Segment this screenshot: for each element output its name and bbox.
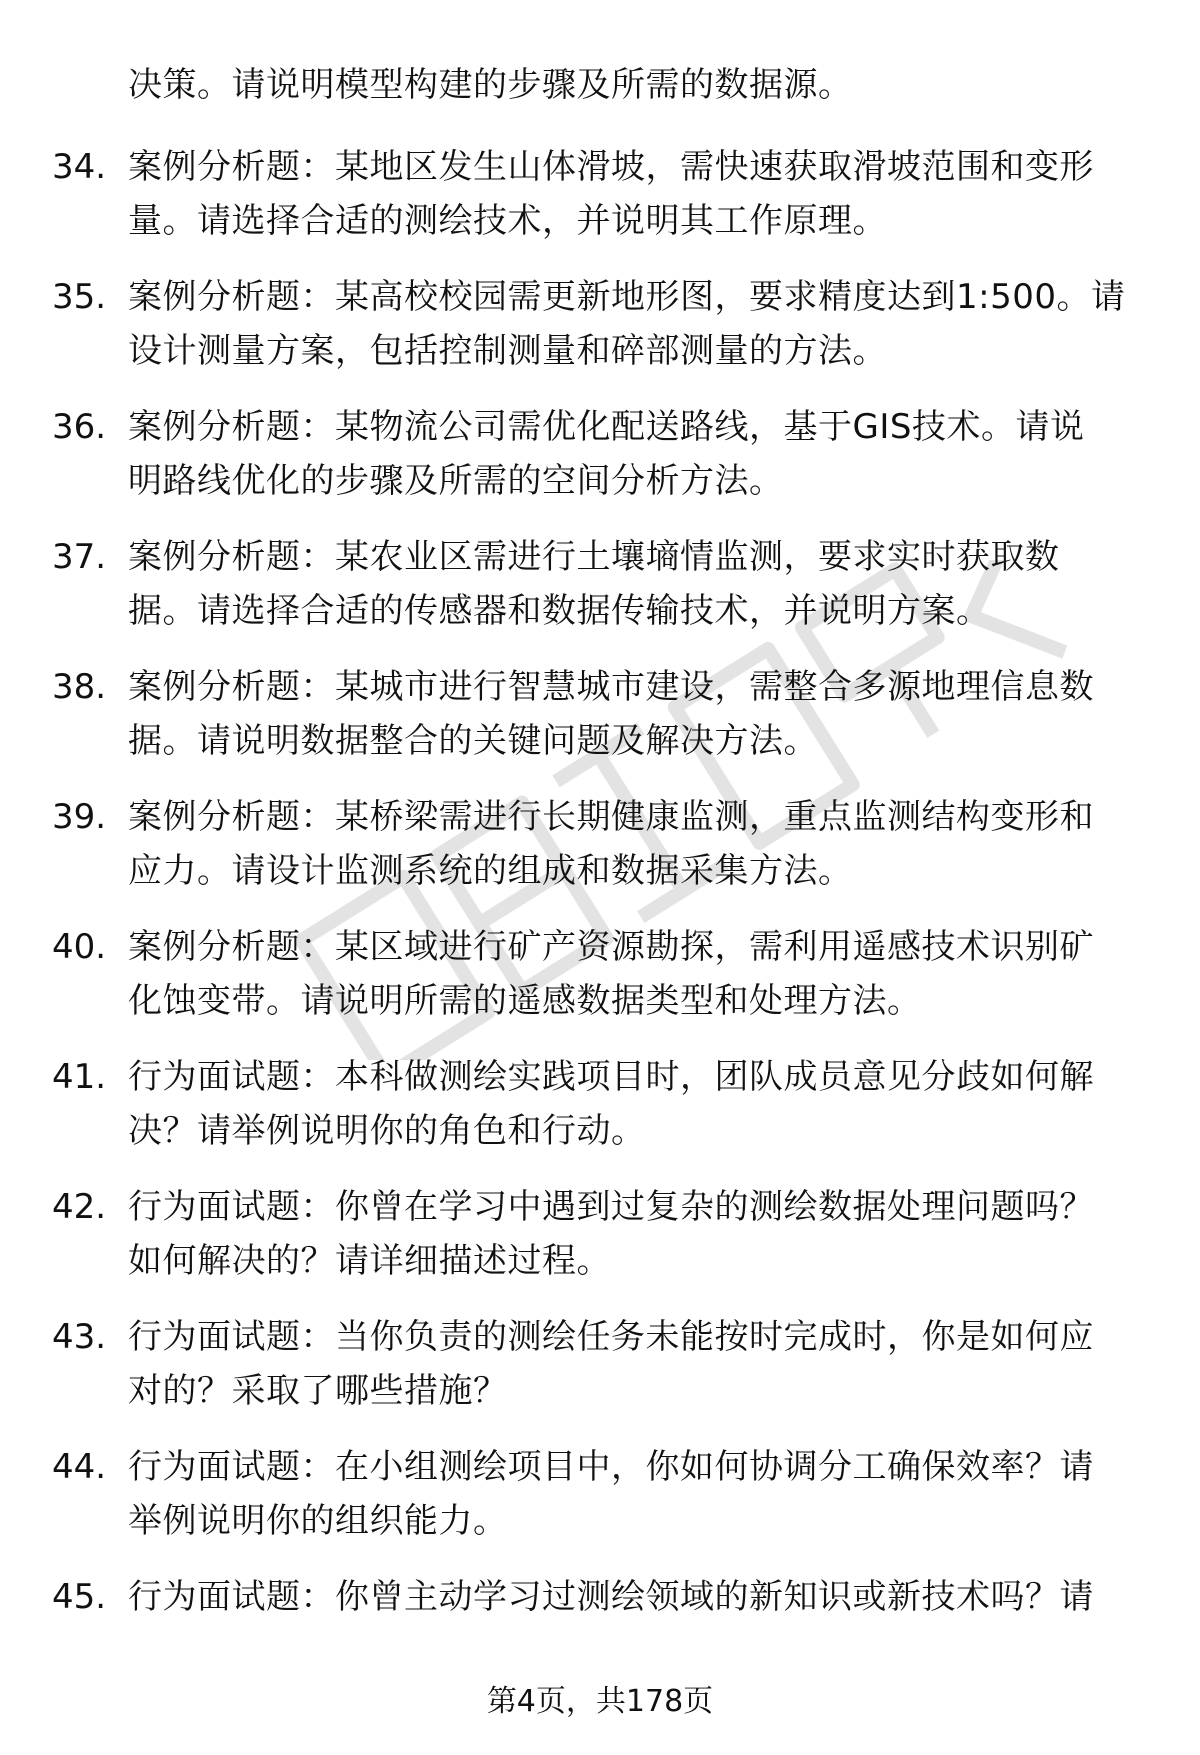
question-line: 应力。请设计监测系统的组成和数据采集方法。 (128, 851, 853, 891)
question-line: 量。请选择合适的测绘技术，并说明其工作原理。 (128, 201, 887, 241)
question-text (128, 790, 1168, 898)
question-text (128, 1310, 1168, 1418)
question-text (128, 1050, 1168, 1158)
question-number: 42. (52, 1187, 107, 1227)
question-line: 行为面试题：你曾在学习中遇到过复杂的测绘数据处理问题吗？ (128, 1187, 1094, 1227)
question-text (128, 1440, 1168, 1548)
question-number: 36. (52, 407, 107, 447)
question-text (128, 400, 1168, 508)
question-number: 40. (52, 927, 107, 967)
question-number: 44. (52, 1447, 107, 1487)
question-number: 37. (52, 537, 107, 577)
question-line: 化蚀变带。请说明所需的遥感数据类型和处理方法。 (128, 981, 922, 1021)
question-number: 43. (52, 1317, 107, 1357)
continuation-text: 决策。请说明模型构建的步骤及所需的数据源。 (128, 65, 853, 105)
question-line: 行为面试题：当你负责的测绘任务未能按时完成时，你是如何应 (128, 1317, 1094, 1357)
question-list (0, 140, 1200, 1700)
question-number: 45. (52, 1577, 107, 1617)
question-number: 34. (52, 147, 107, 187)
question-number: 38. (52, 667, 107, 707)
question-line: 案例分析题：某农业区需进行土壤墒情监测，要求实时获取数 (128, 537, 1060, 577)
question-line: 据。请选择合适的传感器和数据传输技术，并说明方案。 (128, 591, 991, 631)
question-line: 设计测量方案，包括控制测量和碎部测量的方法。 (128, 331, 887, 371)
question-number: 35. (52, 277, 107, 317)
question-line: 案例分析题：某城市进行智慧城市建设，需整合多源地理信息数 (128, 667, 1094, 707)
question-item (0, 1310, 1200, 1440)
question-text (128, 1570, 1168, 1624)
question-item (0, 1440, 1200, 1570)
question-text (128, 1180, 1168, 1288)
question-line: 如何解决的？请详细描述过程。 (128, 1241, 611, 1281)
question-line: 案例分析题：某物流公司需优化配送路线，基于GIS技术。请说 (128, 407, 1085, 447)
question-line: 行为面试题：你曾主动学习过测绘领域的新知识或新技术吗？请 (128, 1577, 1094, 1617)
question-text (128, 140, 1168, 248)
question-line: 决？请举例说明你的角色和行动。 (128, 1111, 646, 1151)
question-number: 41. (52, 1057, 107, 1097)
question-text (128, 270, 1168, 378)
question-line: 案例分析题：某区域进行矿产资源勘探，需利用遥感技术识别矿 (128, 927, 1094, 967)
question-item (0, 140, 1200, 270)
question-text (128, 660, 1168, 768)
question-line: 案例分析题：某桥梁需进行长期健康监测，重点监测结构变形和 (128, 797, 1094, 837)
question-item (0, 400, 1200, 530)
question-line: 举例说明你的组织能力。 (128, 1501, 508, 1541)
question-text (128, 530, 1168, 638)
question-text (128, 920, 1168, 1028)
question-line: 明路线优化的步骤及所需的空间分析方法。 (128, 461, 784, 501)
page-footer: 第4页，共178页 (486, 1684, 714, 1719)
question-line: 对的？采取了哪些措施？ (128, 1371, 508, 1411)
question-item (0, 270, 1200, 400)
question-item (0, 920, 1200, 1050)
question-item (0, 1050, 1200, 1180)
question-item (0, 660, 1200, 790)
question-line: 案例分析题：某地区发生山体滑坡，需快速获取滑坡范围和变形 (128, 147, 1094, 187)
question-line: 行为面试题：本科做测绘实践项目时，团队成员意见分歧如何解 (128, 1057, 1094, 1097)
question-item (0, 790, 1200, 920)
question-line: 行为面试题：在小组测绘项目中，你如何协调分工确保效率？请 (128, 1447, 1094, 1487)
question-line: 据。请说明数据整合的关键问题及解决方法。 (128, 721, 818, 761)
question-item (0, 1180, 1200, 1310)
question-line: 案例分析题：某高校校园需更新地形图，要求精度达到1:500。请 (128, 277, 1126, 317)
question-item (0, 530, 1200, 660)
question-number: 39. (52, 797, 107, 837)
